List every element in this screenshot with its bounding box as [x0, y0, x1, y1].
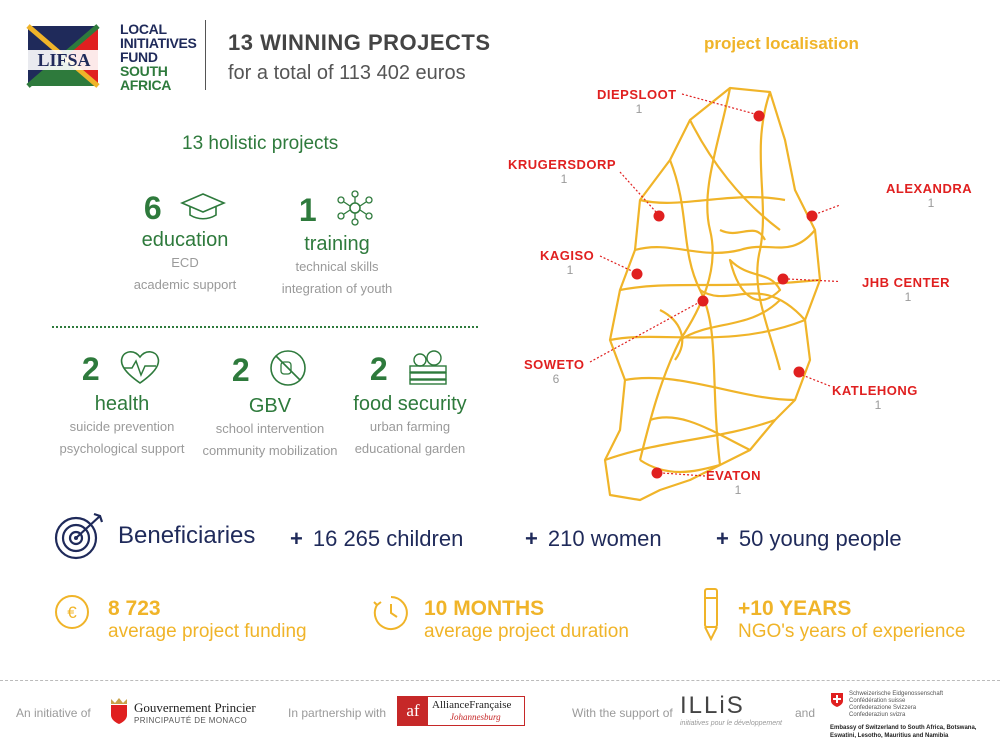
marker-soweto: [698, 296, 709, 307]
stat-detail: urban farming: [369, 419, 451, 434]
marker-krugersdorp: [654, 211, 665, 222]
monaco-logo: [134, 700, 256, 725]
location-name: SOWETO: [524, 357, 585, 372]
stat-count: 2: [81, 351, 100, 387]
logo-word: LOCAL: [120, 21, 167, 37]
plus-icon: +: [716, 526, 729, 551]
illis-logo: [680, 692, 782, 727]
plus-icon: +: [290, 526, 303, 551]
heart-pulse-icon: [118, 348, 162, 391]
logo-mark: LIFSA: [37, 50, 91, 70]
monaco-crest-icon: [108, 697, 130, 725]
headline: 13 WINNING PROJECTS: [228, 30, 491, 55]
header-divider: [205, 20, 206, 90]
no-violence-icon: [268, 348, 308, 393]
swiss-confederation: [849, 691, 943, 719]
illis-tagline: initiatives pour le développement: [680, 720, 782, 727]
location-count: 6: [552, 372, 560, 386]
clock-icon: [372, 594, 410, 632]
logo-word: SOUTH: [120, 63, 168, 79]
stat-gbv: [190, 348, 350, 462]
logo-word: AFRICA: [120, 77, 172, 93]
location-name: DIEPSLOOT: [597, 87, 677, 102]
af-mark-icon: af: [398, 697, 428, 725]
location-count: 1: [635, 102, 643, 116]
beneficiary-children: [290, 526, 463, 552]
stat-category: education: [141, 229, 229, 251]
marker-alexandra: [807, 211, 818, 222]
stat-detail: technical skills: [295, 259, 379, 274]
key-figure-value: +10 YEARS: [738, 597, 852, 620]
vegetable-crate-icon: [406, 348, 450, 391]
stat-health: [42, 348, 202, 460]
af-city: Johannesburg: [450, 712, 501, 722]
stat-food-security: [330, 348, 490, 460]
location-count: 1: [566, 263, 574, 277]
map-title: project localisation: [704, 34, 859, 53]
location-name: KRUGERSDORP: [508, 157, 617, 172]
and-label: and: [795, 706, 816, 720]
monaco-name: Gouvernement Princier: [134, 700, 256, 715]
location-count: 1: [904, 290, 912, 304]
pen-icon: [700, 586, 722, 642]
stat-category: food security: [353, 393, 467, 415]
stat-category: GBV: [248, 395, 292, 417]
key-figure-duration: [424, 597, 629, 643]
key-figure-value: 8 723: [108, 597, 161, 620]
graduation-cap-icon: [180, 191, 226, 226]
support-label: With the support of: [572, 706, 673, 720]
key-figure-label: NGO's years of experience: [738, 621, 966, 642]
key-figure-experience: [738, 597, 966, 643]
beneficiary-value: 210: [547, 526, 585, 551]
section-divider: [52, 326, 478, 328]
monaco-sub: PRINCIPAUTÉ DE MONACO: [134, 716, 248, 725]
stat-detail: school intervention: [215, 421, 325, 436]
marker-evaton: [652, 468, 663, 479]
beneficiary-label: children: [386, 526, 464, 551]
location-soweto: [524, 357, 588, 386]
embassy-line: Embassy of Switzerland to South Africa, Botswana,: [830, 725, 977, 731]
footer-divider: [0, 680, 1000, 681]
stat-detail: ECD: [171, 255, 199, 270]
target-icon: [52, 508, 108, 564]
key-figure-funding: [108, 597, 307, 643]
beneficiaries-label: Beneficiaries: [118, 522, 256, 549]
location-evaton: [706, 468, 770, 497]
stat-detail: community mobilization: [202, 443, 338, 458]
beneficiary-young-people: [716, 526, 902, 552]
location-count: 1: [734, 483, 742, 497]
johannesburg-road-map: [580, 80, 840, 510]
stat-detail: academic support: [133, 277, 237, 292]
beneficiary-women: [525, 526, 662, 552]
euro-icon: [54, 594, 90, 630]
stat-category: training: [304, 233, 370, 255]
location-name: KATLEHONG: [832, 383, 918, 398]
key-figure-value: 10 MONTHS: [424, 597, 545, 620]
embassy-line: Eswatini, Lesotho, Mauritius and Namibia: [830, 733, 949, 739]
illis-name: ILLiS: [680, 692, 745, 719]
logo-wordmark: [120, 22, 197, 92]
location-diepsloot: [597, 87, 681, 116]
location-jhb-center: [862, 275, 954, 304]
logo-word: FUND: [120, 49, 158, 65]
key-figure-label: average project funding: [108, 621, 307, 642]
partnership-label: In partnership with: [288, 706, 387, 720]
location-alexandra: [886, 181, 976, 210]
swiss-line: Confederaziun svizra: [849, 712, 906, 718]
location-name: EVATON: [706, 468, 762, 483]
location-name: ALEXANDRA: [886, 181, 973, 196]
af-name: AllianceFrançaise: [432, 699, 512, 711]
stat-count: 2: [231, 352, 250, 388]
stat-detail: psychological support: [59, 441, 185, 456]
plus-icon: +: [525, 526, 538, 551]
marker-kagiso: [632, 269, 643, 280]
swiss-line: Schweizerische Eidgenossenschaft: [849, 691, 944, 697]
network-icon: [335, 190, 375, 231]
stat-count: 1: [298, 192, 317, 228]
location-count: 1: [927, 196, 935, 210]
beneficiary-value: 16 265: [312, 526, 381, 551]
beneficiary-value: 50: [738, 526, 764, 551]
stat-count: 2: [369, 351, 388, 387]
location-count: 1: [560, 172, 568, 186]
stat-count: 6: [143, 190, 162, 226]
beneficiary-label: young people: [769, 526, 902, 551]
location-kagiso: [540, 248, 600, 277]
swiss-shield-icon: [830, 692, 844, 708]
swiss-line: Confédération suisse: [849, 698, 906, 704]
alliance-francaise-logo: [397, 696, 525, 726]
swiss-line: Confederazione Svizzera: [849, 705, 917, 711]
location-krugersdorp: [508, 157, 620, 186]
location-name: KAGISO: [540, 248, 595, 263]
swiss-embassy: [830, 724, 976, 740]
location-katlehong: [832, 383, 924, 412]
stat-detail: suicide prevention: [69, 419, 175, 434]
stat-detail: educational garden: [354, 441, 466, 456]
subheadline: for a total of 113 402 euros: [228, 62, 466, 84]
location-name: JHB CENTER: [862, 275, 951, 290]
logo-word: INITIATIVES: [120, 35, 197, 51]
lifsa-logo: [18, 16, 108, 96]
initiative-label: An initiative of: [16, 706, 91, 720]
marker-diepsloot: [754, 111, 765, 122]
svg-text:€: €: [67, 603, 77, 622]
stat-training: [262, 190, 412, 300]
stat-education: [110, 190, 260, 296]
location-count: 1: [874, 398, 882, 412]
projects-title: 13 holistic projects: [182, 133, 339, 154]
marker-jhb-center: [778, 274, 789, 285]
stat-detail: integration of youth: [281, 281, 393, 296]
key-figure-label: average project duration: [424, 621, 629, 642]
stat-category: health: [94, 393, 150, 415]
beneficiary-label: women: [590, 526, 662, 551]
